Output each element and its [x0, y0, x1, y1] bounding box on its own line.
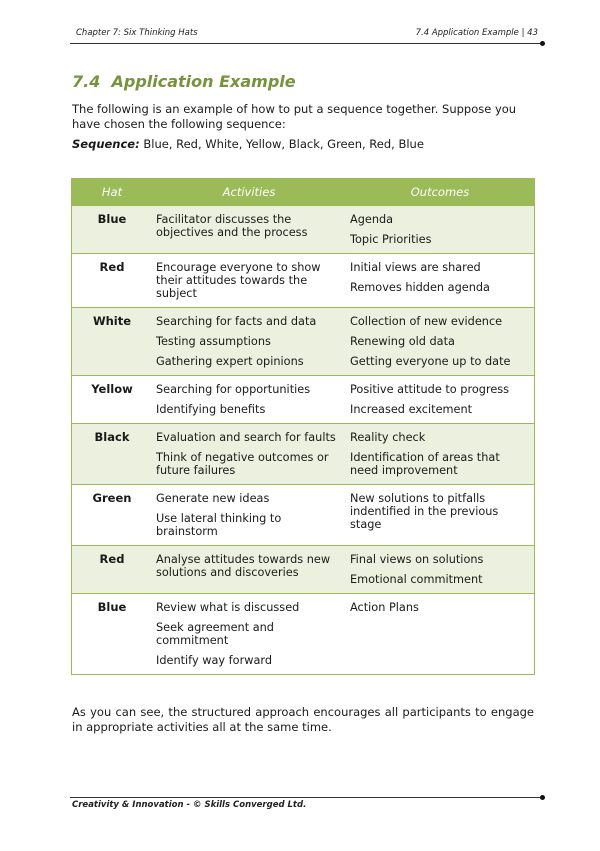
activity-item: Seek agreement and commitment: [156, 621, 274, 647]
table-row: [72, 594, 535, 675]
outcome-item: Final views on solutions: [350, 553, 484, 566]
intro-paragraph: The following is an example of how to put a sequence together. Suppose you have chosen the following sequence:: [72, 102, 517, 131]
hat-cell: Green: [72, 485, 153, 546]
hat-cell: Black: [72, 424, 153, 485]
hat-cell: White: [72, 308, 153, 376]
page-header: [70, 25, 542, 43]
activity-item: Encourage everyone to show their attitudes towards the subject: [156, 261, 321, 300]
header-rule-dot: [540, 41, 545, 46]
activity-item: Searching for facts and data: [156, 315, 317, 328]
activities-cell: [152, 376, 346, 424]
outcome-item: Initial views are shared: [350, 261, 481, 274]
hat-cell: Red: [72, 254, 153, 308]
hat-cell: Blue: [72, 594, 153, 675]
activity-item: Facilitator discusses the objectives and the process: [156, 213, 308, 239]
table-row: [72, 424, 535, 485]
activity-item: Generate new ideas: [156, 492, 270, 505]
table-row: [72, 254, 535, 308]
activities-cell: [152, 424, 346, 485]
table-row: [72, 376, 535, 424]
activity-item: Gathering expert opinions: [156, 355, 304, 368]
page-number: | 43: [521, 28, 538, 38]
table-row: [72, 546, 535, 594]
sequence-value: Blue, Red, White, Yellow, Black, Green, Red, Blue: [143, 137, 424, 151]
activities-cell: [152, 254, 346, 308]
outcomes-cell: [346, 546, 535, 594]
sequence-label: Sequence:: [72, 137, 140, 151]
footer-rule: [70, 797, 542, 798]
sequence-line: [72, 137, 424, 151]
activity-item: Analyse attitudes towards new solutions and discoveries: [156, 553, 331, 579]
activity-item: Identifying benefits: [156, 403, 266, 416]
outcome-item: Topic Priorities: [350, 233, 432, 246]
hat-cell: Blue: [72, 206, 153, 254]
header-activities: Activities: [152, 178, 346, 206]
outcomes-cell: [346, 376, 535, 424]
table-row: [72, 206, 535, 254]
activity-item: Think of negative outcomes or future failures: [156, 451, 329, 477]
outcome-item: Reality check: [350, 431, 426, 444]
outcome-item: Action Plans: [350, 601, 419, 614]
activity-item: Review what is discussed: [156, 601, 300, 614]
table-body: [72, 206, 535, 675]
table-row: [72, 485, 535, 546]
outcome-item: Removes hidden agenda: [350, 281, 490, 294]
table-header-row: [72, 178, 535, 206]
outcome-item: Renewing old data: [350, 335, 455, 348]
activity-item: Searching for opportunities: [156, 383, 311, 396]
outcomes-cell: [346, 308, 535, 376]
hats-table: [71, 178, 535, 675]
footer-rule-dot: [540, 795, 545, 800]
outcome-item: Positive attitude to progress: [350, 383, 510, 396]
outcome-item: New solutions to pitfalls indentified in the previous stage: [350, 492, 499, 531]
header-section-title: 7.4 Application Example: [415, 28, 519, 38]
activity-item: Use lateral thinking to brainstorm: [156, 512, 282, 538]
table-row: [72, 308, 535, 376]
activities-cell: [152, 594, 346, 675]
page-footer: Creativity & Innovation - © Skills Converged Ltd.: [72, 800, 307, 810]
outcomes-cell: [346, 206, 535, 254]
hat-cell: Red: [72, 546, 153, 594]
outcomes-cell: [346, 424, 535, 485]
header-chapter: Chapter 7: Six Thinking Hats: [76, 28, 198, 38]
header-hat: Hat: [72, 178, 153, 206]
activities-cell: [152, 485, 346, 546]
outcomes-cell: [346, 254, 535, 308]
outcome-item: Emotional commitment: [350, 573, 483, 586]
hat-cell: Yellow: [72, 376, 153, 424]
section-title: Application Example: [111, 72, 296, 91]
outcomes-cell: [346, 594, 535, 675]
activities-cell: [152, 308, 346, 376]
outcome-item: Agenda: [350, 213, 394, 226]
outcome-item: Collection of new evidence: [350, 315, 503, 328]
header-section: [416, 28, 538, 38]
outcomes-cell: [346, 485, 535, 546]
section-number: 7.4: [72, 72, 101, 91]
section-heading: [72, 72, 296, 91]
outcome-item: Increased excitement: [350, 403, 473, 416]
activity-item: Identify way forward: [156, 654, 272, 667]
activities-cell: [152, 206, 346, 254]
outcome-item: Identification of areas that need improvement: [350, 451, 500, 477]
activity-item: Evaluation and search for faults: [156, 431, 336, 444]
activity-item: Testing assumptions: [156, 335, 271, 348]
activities-cell: [152, 546, 346, 594]
outcome-item: Getting everyone up to date: [350, 355, 511, 368]
header-outcomes: Outcomes: [346, 178, 535, 206]
outro-paragraph: As you can see, the structured approach encourages all participants to engage in appropriate activities all at the same time.: [72, 705, 534, 734]
header-rule: [70, 43, 542, 44]
